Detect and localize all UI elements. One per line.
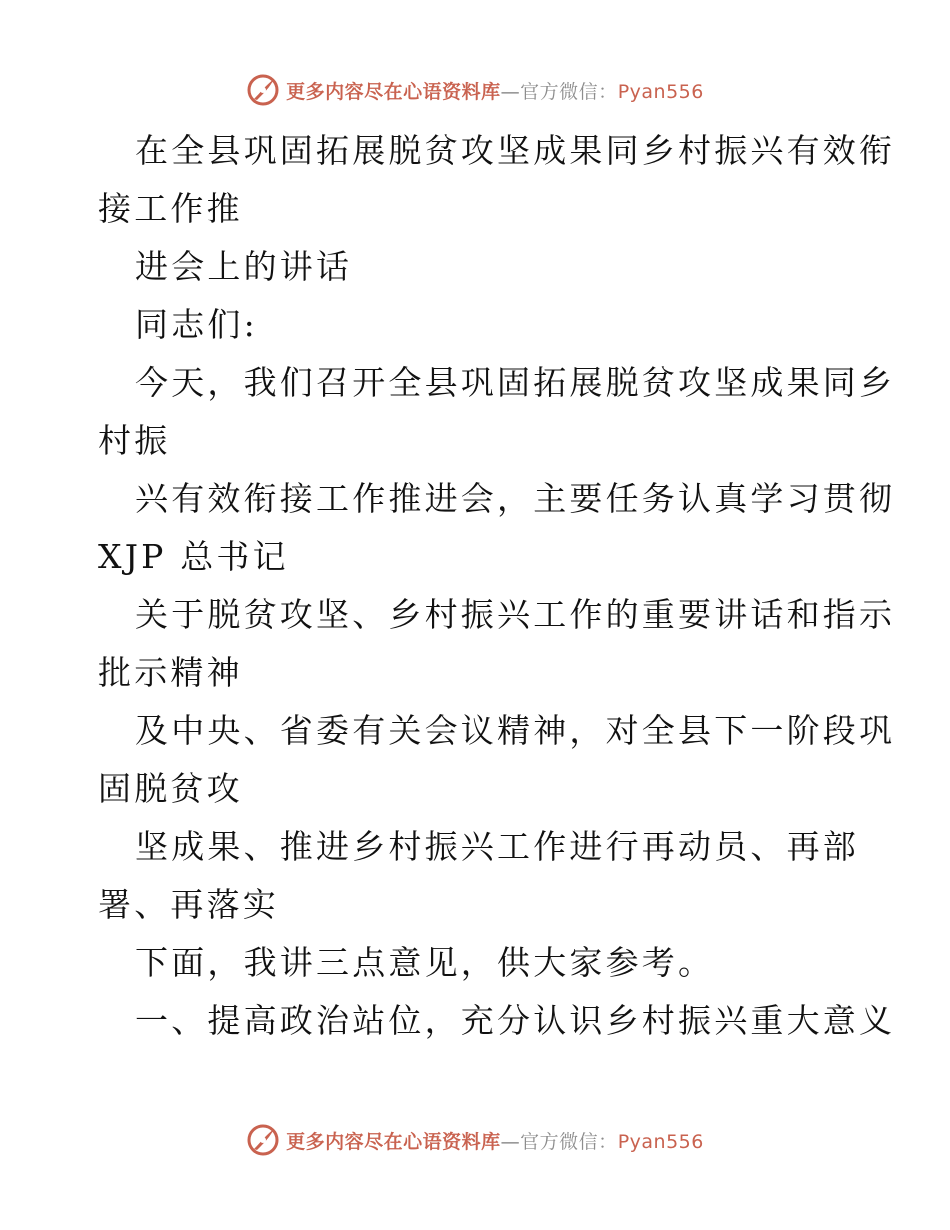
text-line: 坚成果、推进乡村振兴工作进行再动员、再部 — [135, 827, 859, 866]
text-line: 今天，我们召开全县巩固拓展脱贫攻坚成果同乡 — [135, 363, 896, 402]
text-line: XJP 总书记 — [98, 537, 289, 576]
header-watermark — [0, 72, 950, 108]
text-line: 同志们: — [135, 305, 258, 344]
text-line: 批示精神 — [98, 653, 243, 692]
text-line: 兴有效衔接工作推进会，主要任务认真学习贯彻 — [135, 479, 896, 518]
text-line: 下面，我讲三点意见，供大家参考。 — [135, 943, 715, 982]
watermark-text — [286, 77, 704, 104]
text-line: 村振 — [98, 421, 171, 460]
watermark-main: 更多内容尽在心语资料库 — [286, 80, 501, 103]
document-body — [98, 122, 896, 1050]
watermark-id: Pyan556 — [617, 80, 704, 103]
text-line: 一、提高政治站位，充分认识乡村振兴重大意义 — [135, 1001, 896, 1040]
footer-watermark — [0, 1122, 950, 1158]
text-line: 关于脱贫攻坚、乡村振兴工作的重要讲话和指示 — [135, 595, 896, 634]
text-line: 及中央、省委有关会议精神，对全县下一阶段巩 — [135, 711, 896, 750]
text-line: 进会上的讲话 — [135, 247, 353, 286]
watermark-id: Pyan556 — [617, 1130, 704, 1153]
watermark-label: 官方微信： — [520, 1130, 618, 1153]
watermark-text — [286, 1127, 704, 1154]
quill-logo-icon — [246, 1123, 280, 1157]
text-line: 署、再落实 — [98, 885, 279, 924]
quill-logo-icon — [246, 73, 280, 107]
watermark-main: 更多内容尽在心语资料库 — [286, 1130, 501, 1153]
text-line: 固脱贫攻 — [98, 769, 243, 808]
text-line: 在全县巩固拓展脱贫攻坚成果同乡村振兴有效衔 — [135, 131, 896, 170]
watermark-dash: — — [500, 1130, 521, 1153]
watermark-label: 官方微信： — [520, 80, 618, 103]
watermark-dash: — — [500, 80, 521, 103]
text-line: 接工作推 — [98, 189, 243, 228]
